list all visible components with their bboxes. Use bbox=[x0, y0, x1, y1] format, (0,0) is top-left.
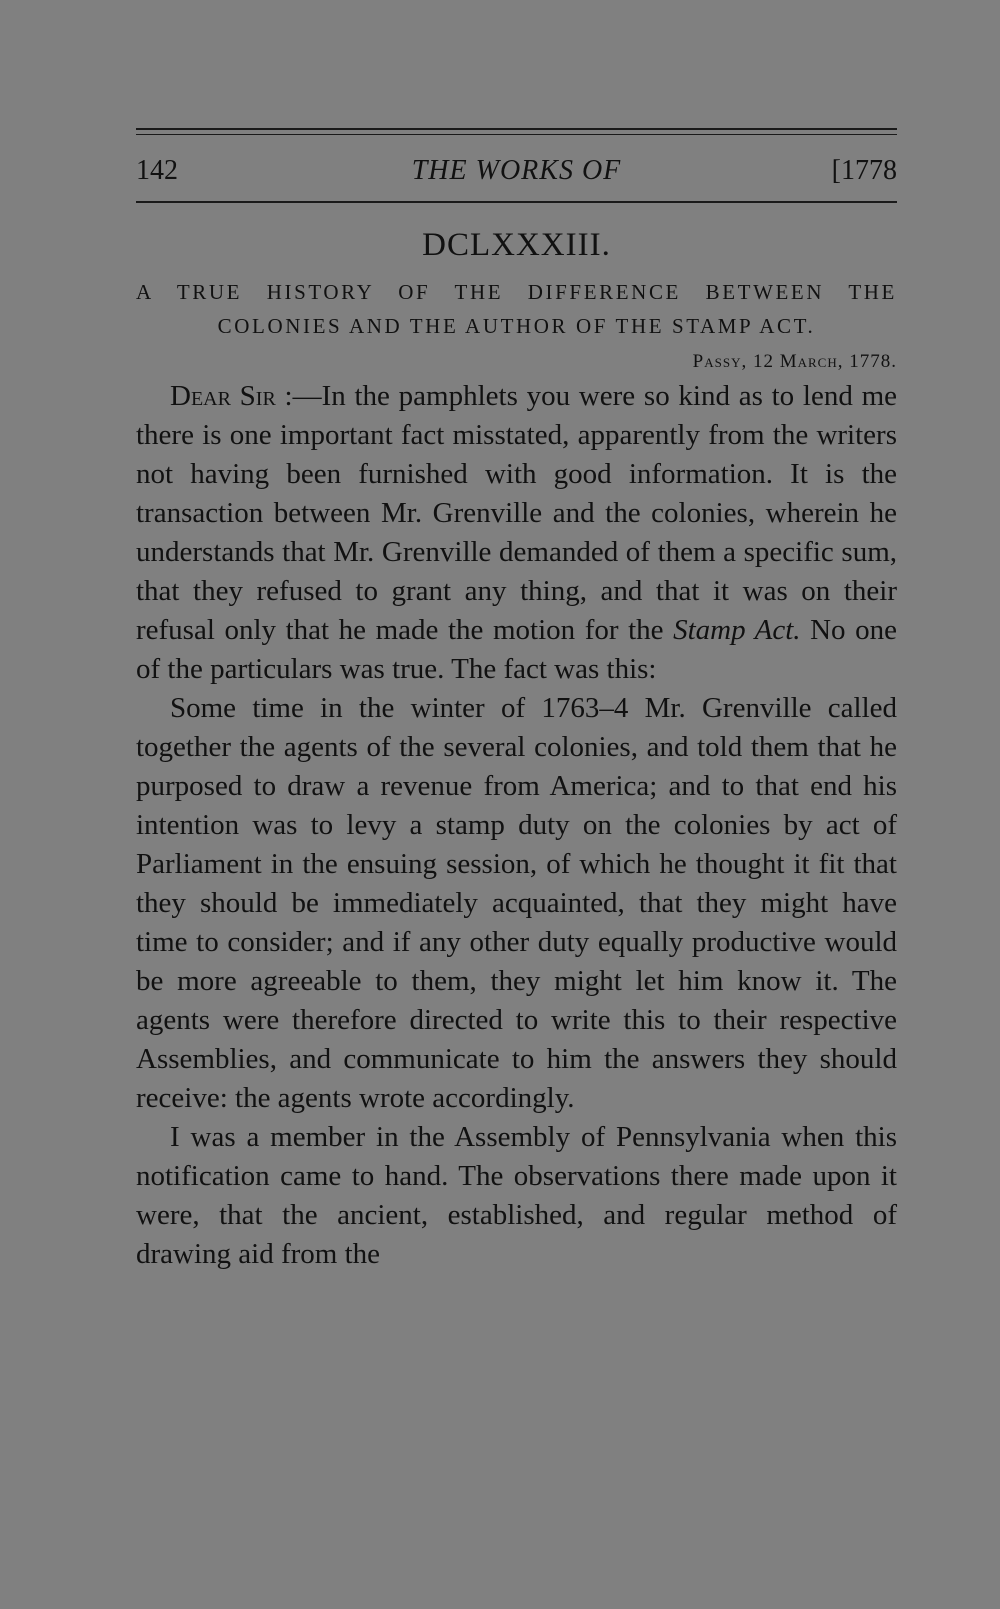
letter-number: DCLXXXIII. bbox=[422, 227, 611, 263]
letter-body bbox=[136, 377, 897, 1274]
running-title: THE WORKS OF bbox=[411, 155, 622, 186]
letter-heading-line-2: COLONIES AND THE AUTHOR OF THE STAMP ACT. bbox=[217, 314, 816, 338]
stamp-act-italic: Stamp Act. bbox=[673, 614, 801, 646]
header-rule bbox=[136, 201, 897, 203]
paragraph-2: Some time in the winter of 1763–4 Mr. Grenville called together the agents of the several colonies, and told them that he purposed to draw a revenue from America; and to that end his intention was to levy a stamp duty on the colonies by act of Parliament in the ensuing session, of which he thought it fit that they should be immediately acquainted, that they might have time to consider; and if any other duty equally productive would be more agreeable to them, they might let him know it. The agents were therefore directed to write this to their respective Assemblies, and communicate to him the answers they should receive: the agents wrote accordingly. bbox=[136, 692, 897, 1114]
running-head bbox=[136, 151, 897, 201]
running-year: [1778 bbox=[831, 155, 897, 186]
top-double-rule bbox=[136, 128, 897, 135]
book-page bbox=[136, 128, 897, 1274]
paragraph-1-text-a: :—In the pamphlets you were so kind as to lend me there is one important fact misstated, apparently from the writers not having been furnished with good information. It is the transaction between Mr. Grenville and the colonies, wherein he understands that Mr. Grenville demanded of them a specific sum, that they refused to grant any thing, and that it was on their refusal only that he made the motion for the bbox=[136, 380, 897, 646]
salutation: Dear Sir bbox=[170, 380, 276, 412]
paragraph-3: I was a member in the Assembly of Pennsylvania when this notification came to hand. The observations there made upon it were, that the ancient, established, and regular method of drawing aid from the bbox=[136, 1121, 897, 1270]
paragraph-1-text-b: No one of the particulars was true. The fact was this: bbox=[136, 614, 897, 685]
letter-heading-line-1: A TRUE HISTORY OF THE DIFFERENCE BETWEEN THE bbox=[136, 280, 897, 304]
page-number: 142 bbox=[136, 155, 178, 186]
dateline: Passy, 12 March, 1778. bbox=[692, 351, 897, 372]
paragraph-1 bbox=[136, 377, 897, 689]
letter-heading bbox=[136, 275, 897, 343]
